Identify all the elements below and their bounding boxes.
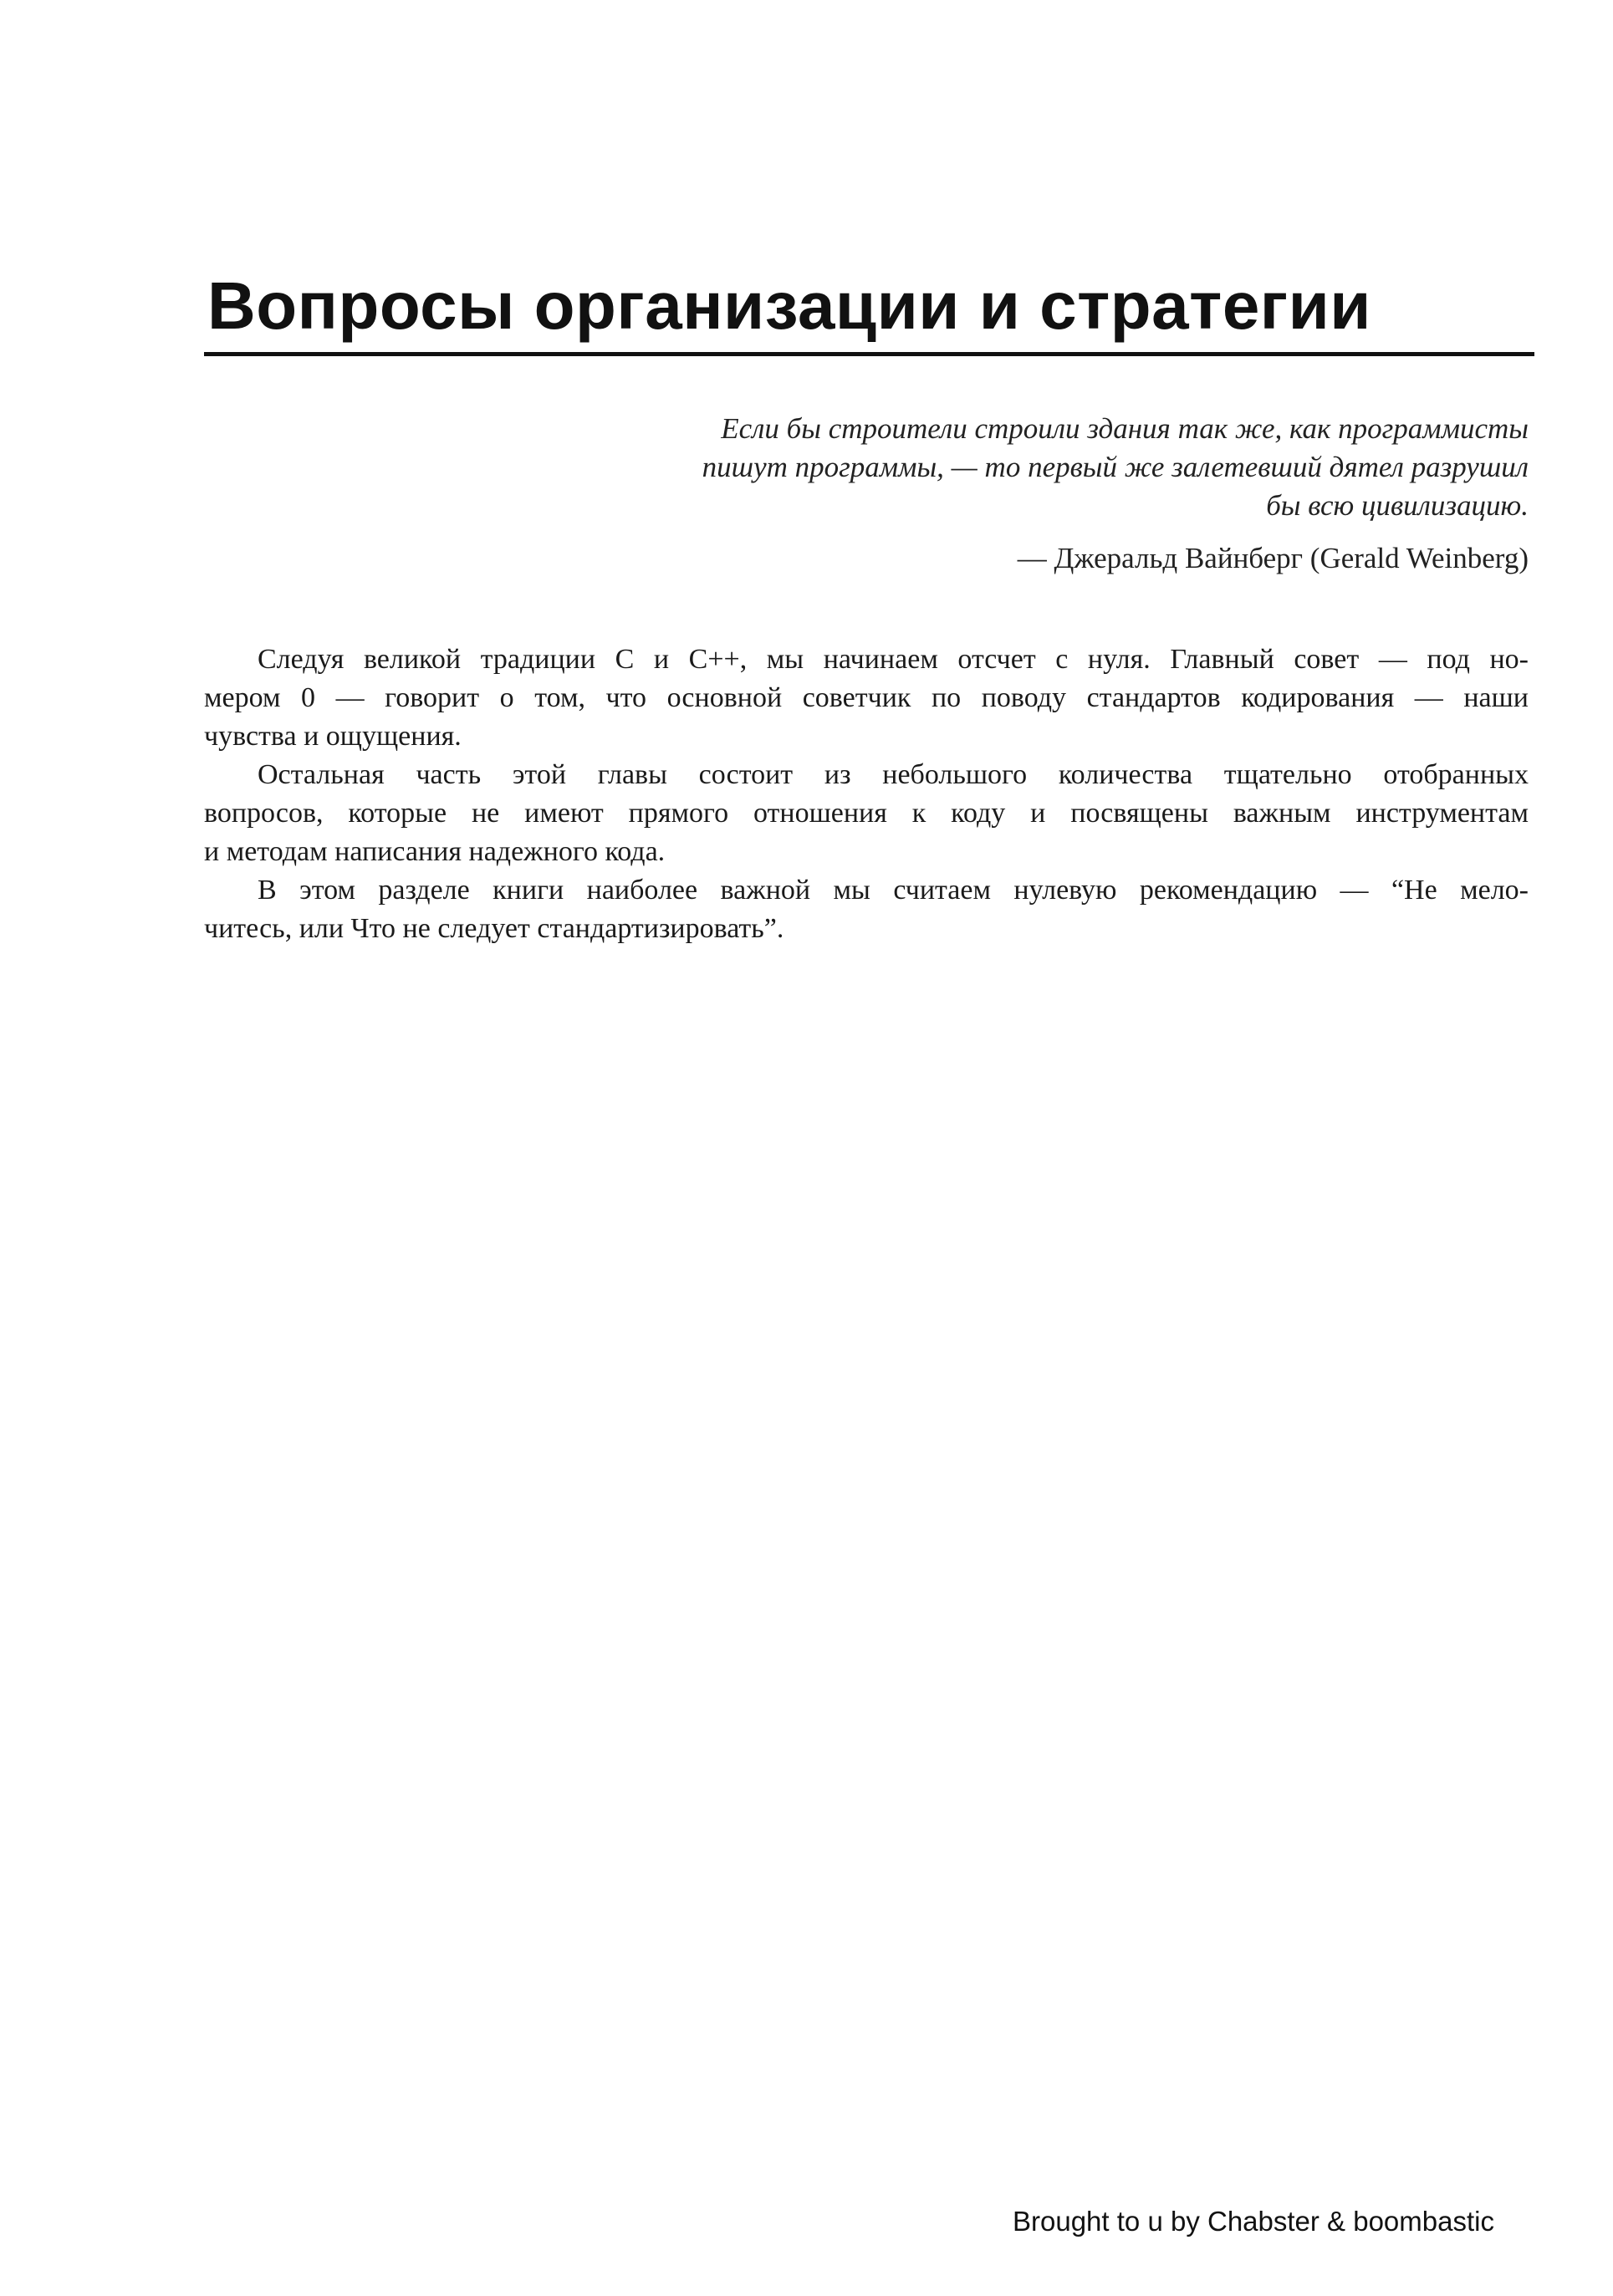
body-text <box>204 640 1529 948</box>
epigraph-line: бы всю цивилизацию. <box>1266 489 1529 522</box>
paragraph-line: мером 0 — говорит о том, что основной советчик по поводу стандартов кодирования — наши <box>204 682 1529 713</box>
footer-credit: Brought to u by Chabster & boombastic <box>1013 2206 1494 2237</box>
paragraph-line: вопросов, которые не имеют прямого отношения к коду и посвящены важным инструментам <box>204 798 1529 829</box>
paragraph-line: Следуя великой традиции С и С++, мы начинаем отсчет с нуля. Главный совет — под но- <box>258 644 1529 675</box>
epigraph <box>535 410 1529 525</box>
epigraph-line: пишут программы, — то первый же залетевший дятел разрушил <box>702 451 1529 483</box>
paragraph-line: и методам написания надежного кода. <box>204 836 666 867</box>
paragraph <box>204 871 1529 948</box>
chapter-title: Вопросы организации и стратегии <box>207 268 1371 343</box>
paragraph-line: В этом разделе книги наиболее важной мы считаем нулевую рекомендацию — “Не мело- <box>258 875 1529 906</box>
paragraph <box>204 640 1529 756</box>
paragraph-line: Остальная часть этой главы состоит из небольшого количества тщательно отобранных <box>258 759 1529 790</box>
paragraph <box>204 756 1529 871</box>
title-underline <box>204 352 1534 356</box>
epigraph-attribution: — Джеральд Вайнберг (Gerald Weinberg) <box>1017 542 1529 574</box>
paragraph-line: чувства и ощущения. <box>204 721 462 752</box>
epigraph-line: Если бы строители строили здания так же, как программисты <box>721 412 1529 445</box>
paragraph-line: читесь, или Что не следует стандартизировать”. <box>204 913 784 944</box>
